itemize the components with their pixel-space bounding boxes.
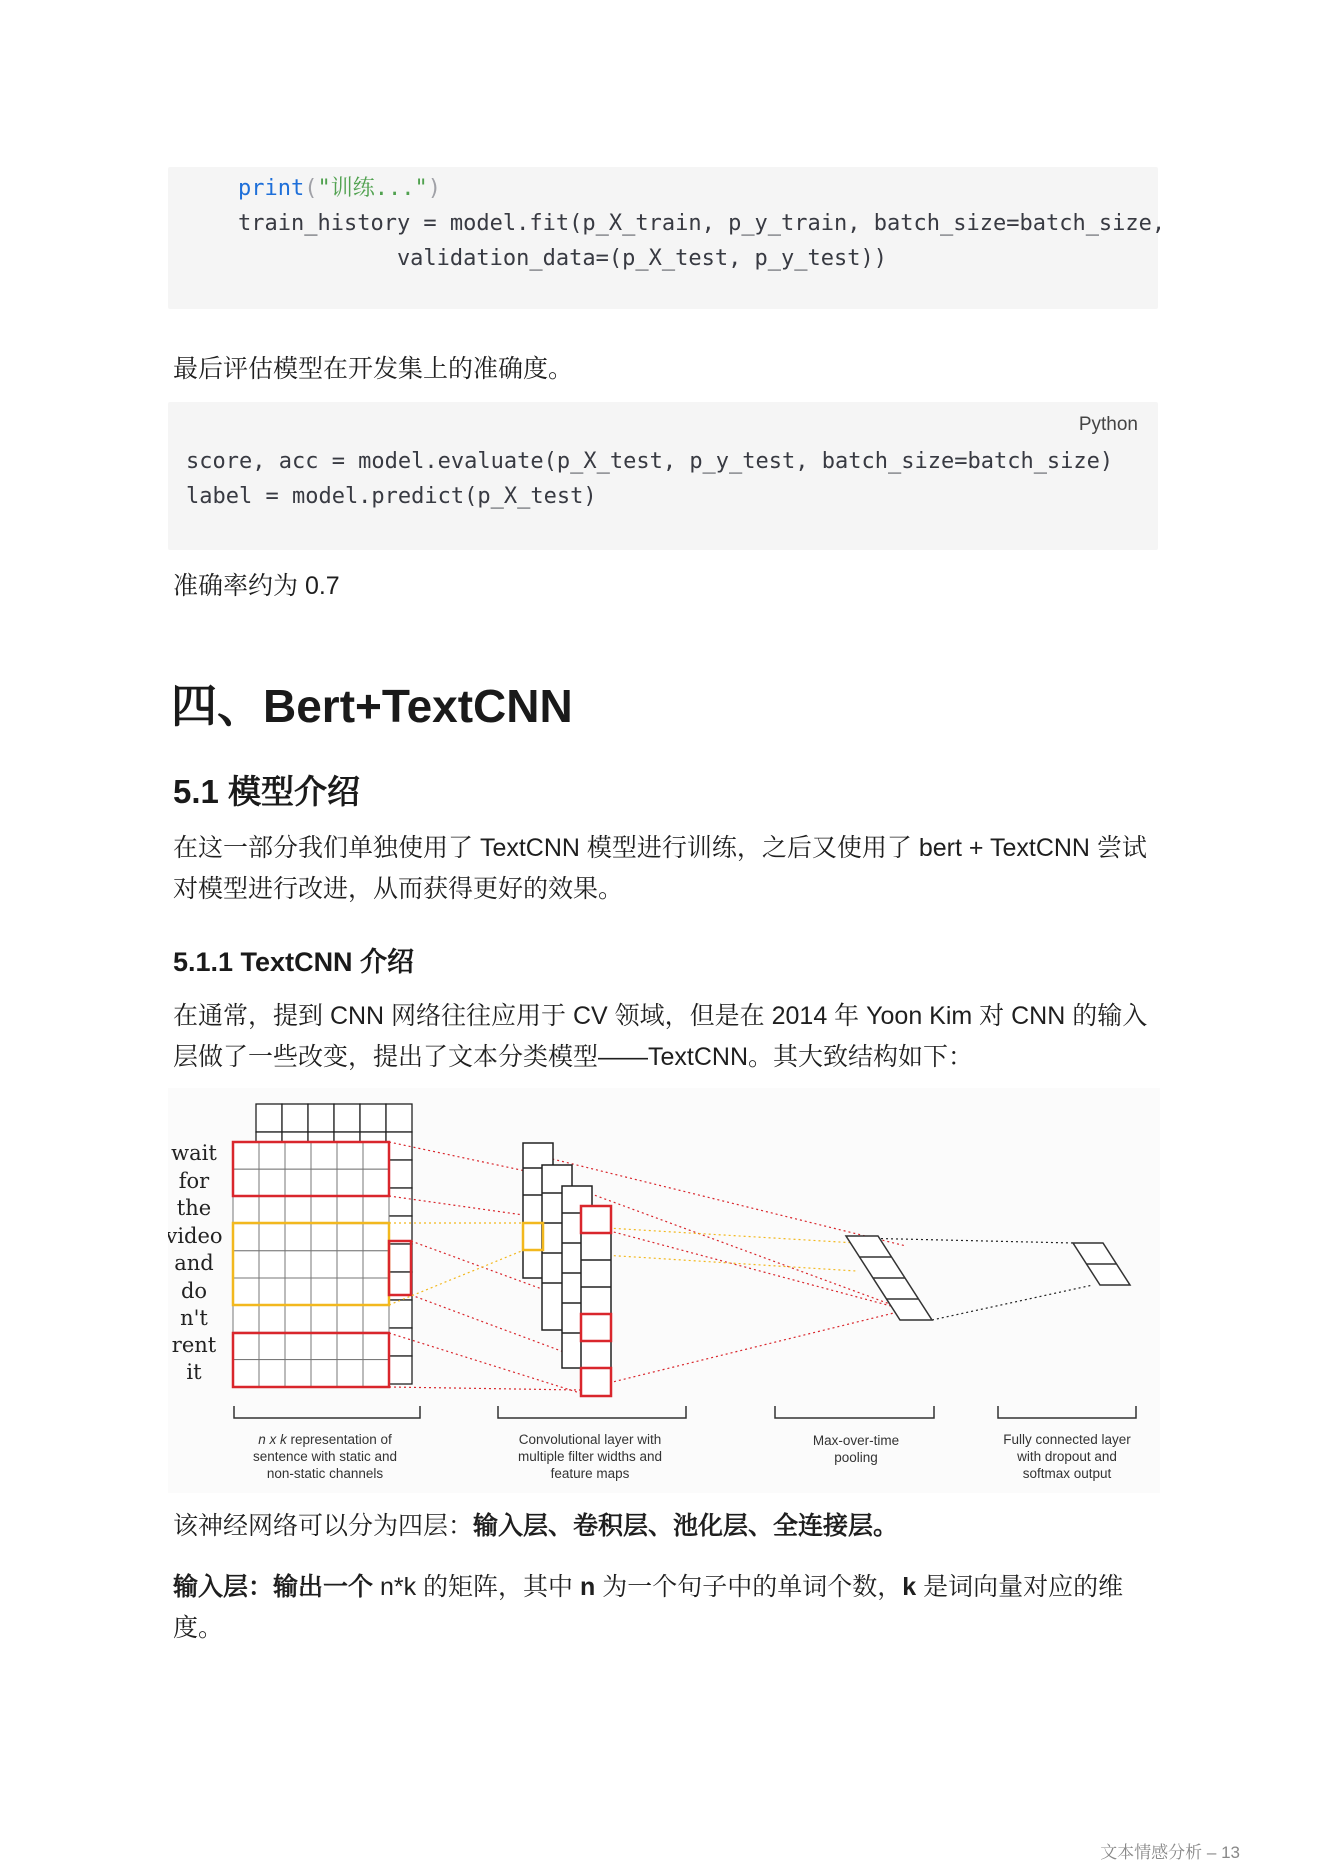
- word-label: it: [186, 1360, 202, 1384]
- code-text: print("训练...") train_history = model.fit(p_X_train, p_y_train, batch_size=batch_size, validation_data=(p_X_test, p_y_test)): [238, 176, 1166, 271]
- matrix-cell: [259, 1278, 285, 1305]
- matrix-cell: [285, 1278, 311, 1305]
- caption-conv-layer: Convolutional layer with: [518, 1432, 662, 1447]
- page-footer: 文本情感分析 – 13: [1100, 1843, 1240, 1862]
- word-labels: [168, 1141, 223, 1384]
- word-label: rent: [171, 1333, 217, 1357]
- textcnn-diagram: [168, 1088, 1160, 1493]
- matrix-cell: [311, 1332, 337, 1359]
- caption-input-layer-3: non-static channels: [266, 1466, 384, 1481]
- matrix-cell: [233, 1142, 259, 1169]
- caption-conv-layer-2: multiple filter widths and: [517, 1449, 663, 1464]
- matrix-cell: [233, 1332, 259, 1359]
- caption-fc-layer-3: softmax output: [1022, 1466, 1112, 1481]
- feature-maps: [523, 1143, 611, 1396]
- matrix-cell: [337, 1305, 363, 1332]
- matrix-cell: [285, 1251, 311, 1278]
- matrix-cell: [337, 1142, 363, 1169]
- input-layer-label: 输入层：输出一个: [173, 1573, 374, 1601]
- matrix-cell: [363, 1360, 389, 1387]
- caption-input-layer: n x k representation of: [258, 1432, 392, 1447]
- input-layer-text: 为一个句子中的单词个数，: [595, 1573, 903, 1601]
- code-line: validation_data=(p_X_test, p_y_test)): [238, 246, 888, 271]
- matrix-cell: [259, 1305, 285, 1332]
- paragraph-layers-bold: 输入层、卷积层、池化层、全连接层。: [473, 1512, 899, 1540]
- caption-fc-layer: Fully connected layer: [1003, 1432, 1131, 1447]
- subsubsection-heading: 5.1.1 TextCNN 介绍: [173, 947, 415, 977]
- code-line: label = model.predict(p_X_test): [186, 484, 597, 509]
- code-fn: print: [238, 176, 305, 201]
- word-label: for: [178, 1169, 210, 1193]
- matrix-cell: [259, 1142, 285, 1169]
- matrix-cell: [285, 1224, 311, 1251]
- textcnn-architecture-figure: [168, 1088, 1160, 1493]
- matrix-cell: [311, 1278, 337, 1305]
- matrix-cell: [259, 1224, 285, 1251]
- matrix-cell: [311, 1360, 337, 1387]
- caption-pooling: Max-over-time: [812, 1433, 900, 1448]
- matrix-cell: [259, 1360, 285, 1387]
- paragraph-eval: 最后评估模型在开发集上的准确度。: [173, 355, 574, 383]
- input-layer-n: n: [580, 1573, 596, 1601]
- matrix-cell: [386, 1104, 412, 1132]
- matrix-cell: [259, 1169, 285, 1196]
- matrix-cell: [233, 1196, 259, 1223]
- code-string: "训练...": [317, 176, 428, 201]
- matrix-cell: [256, 1104, 282, 1132]
- front-channel-grid: [233, 1142, 389, 1387]
- section-heading: 四、Bert+TextCNN: [171, 680, 573, 732]
- paragraph-intro: 在这一部分我们单独使用了 TextCNN 模型进行训练，之后又使用了 bert + TextCNN 尝试对模型进行改进，从而获得更好的效果。: [173, 834, 1147, 903]
- matrix-cell: [363, 1196, 389, 1223]
- matrix-cell: [337, 1332, 363, 1359]
- matrix-cell: [334, 1104, 360, 1132]
- matrix-cell: [285, 1332, 311, 1359]
- pooled-vector: [846, 1236, 932, 1320]
- matrix-cell: [233, 1251, 259, 1278]
- matrix-cell: [233, 1278, 259, 1305]
- code-line: train_history = model.fit(p_X_train, p_y_train, batch_size=batch_size,: [238, 211, 1166, 236]
- matrix-cell: [285, 1196, 311, 1223]
- matrix-cell: [259, 1251, 285, 1278]
- matrix-cell: [363, 1251, 389, 1278]
- caption-input-layer-2: sentence with static and: [252, 1449, 398, 1464]
- connection-lines: [389, 1142, 1093, 1393]
- matrix-cell: [337, 1360, 363, 1387]
- matrix-cell: [363, 1169, 389, 1196]
- matrix-cell: [259, 1332, 285, 1359]
- word-label: video: [168, 1224, 223, 1248]
- matrix-cell: [285, 1305, 311, 1332]
- caption-pooling-2: pooling: [834, 1450, 878, 1465]
- matrix-cell: [233, 1360, 259, 1387]
- matrix-cell: [285, 1142, 311, 1169]
- matrix-cell: [233, 1224, 259, 1251]
- matrix-cell: [337, 1196, 363, 1223]
- matrix-cell: [311, 1196, 337, 1223]
- paragraph-layers: [173, 1506, 1153, 1547]
- matrix-cell: [363, 1224, 389, 1251]
- matrix-cell: [285, 1169, 311, 1196]
- code-text: [186, 444, 1113, 514]
- caption-conv-layer-3: feature maps: [550, 1466, 630, 1481]
- code-line: score, acc = model.evaluate(p_X_test, p_y_test, batch_size=batch_size): [186, 449, 1114, 474]
- matrix-cell: [363, 1332, 389, 1359]
- matrix-cell: [311, 1224, 337, 1251]
- word-label: the: [176, 1196, 212, 1220]
- input-layer-k: k: [902, 1573, 917, 1601]
- code-block-evaluate: [168, 402, 1158, 550]
- matrix-cell: [363, 1278, 389, 1305]
- paragraph-layers-text: 该神经网络可以分为四层：: [173, 1512, 474, 1540]
- code-language-label: Python: [1078, 414, 1138, 435]
- caption-fc-layer-2: with dropout and: [1017, 1449, 1117, 1464]
- matrix-cell: [337, 1169, 363, 1196]
- paragraph-accuracy: 准确率约为 0.7: [173, 572, 340, 600]
- paragraph-input-layer: [173, 1567, 1153, 1649]
- word-label: n't: [180, 1306, 208, 1330]
- output-vector: [1073, 1243, 1130, 1285]
- matrix-cell: [311, 1305, 337, 1332]
- word-label: do: [180, 1279, 208, 1303]
- matrix-cell: [259, 1196, 285, 1223]
- word-label: wait: [171, 1141, 217, 1165]
- matrix-cell: [337, 1224, 363, 1251]
- matrix-cell: [337, 1251, 363, 1278]
- matrix-cell: [337, 1278, 363, 1305]
- matrix-cell: [311, 1142, 337, 1169]
- word-label: and: [174, 1251, 214, 1275]
- matrix-cell: [360, 1104, 386, 1132]
- matrix-cell: [311, 1169, 337, 1196]
- paragraph-cnn: 在通常，提到 CNN 网络往往应用于 CV 领域，但是在 2014 年 Yoon Kim 对 CNN 的输入层做了一些改变，提出了文本分类模型——TextCNN。其大致结构如下：: [173, 1002, 1148, 1071]
- section-brackets: [234, 1406, 1136, 1418]
- input-layer-text: n*k 的矩阵，其中: [373, 1573, 580, 1601]
- matrix-cell: [233, 1169, 259, 1196]
- matrix-cell: [308, 1104, 334, 1132]
- subsection-heading: 5.1 模型介绍: [173, 773, 361, 810]
- matrix-cell: [363, 1305, 389, 1332]
- input-layer-text: 是词向量对应的维度。: [173, 1573, 1124, 1642]
- matrix-cell: [311, 1251, 337, 1278]
- matrix-cell: [285, 1360, 311, 1387]
- matrix-cell: [363, 1142, 389, 1169]
- matrix-cell: [282, 1104, 308, 1132]
- matrix-cell: [233, 1305, 259, 1332]
- code-block-training: [168, 167, 1166, 309]
